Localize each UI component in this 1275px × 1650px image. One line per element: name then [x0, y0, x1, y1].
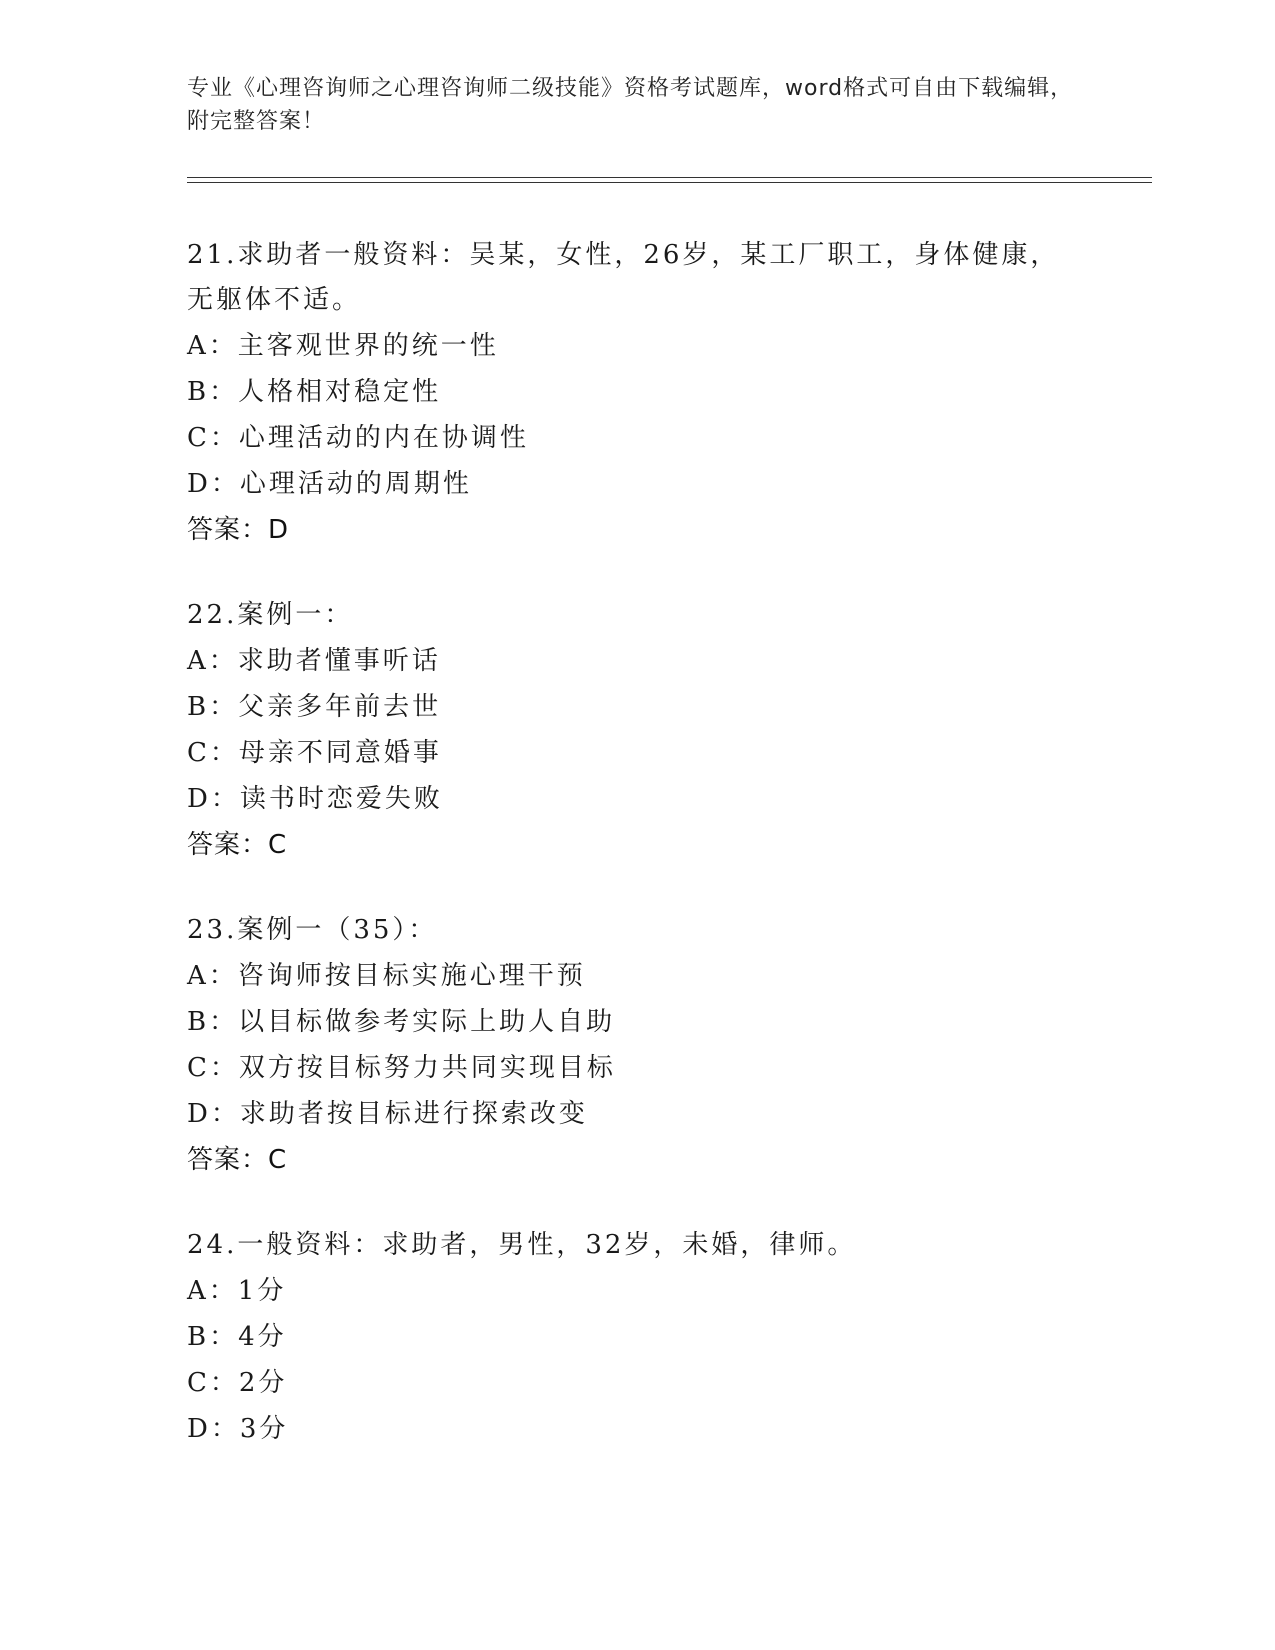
- header-divider-bottom: [187, 182, 1152, 183]
- option-c: C：母亲不同意婚事: [187, 738, 442, 768]
- header-divider-top: [187, 177, 1152, 178]
- question-stem: 23.案例一（35）：: [187, 915, 438, 945]
- question-stem: 24.一般资料：求助者，男性，32岁，未婚，律师。: [187, 1230, 857, 1260]
- answer: 答案：C: [187, 1145, 288, 1175]
- question-22: [187, 593, 1087, 868]
- option-c: C：双方按目标努力共同实现目标: [187, 1053, 616, 1083]
- answer: 答案：C: [187, 830, 288, 860]
- option-d: D：3分: [187, 1414, 289, 1444]
- option-a: A：主客观世界的统一性: [187, 331, 499, 361]
- option-d: D：心理活动的周期性: [187, 469, 472, 499]
- header-note: 专业《心理咨询师之心理咨询师二级技能》资格考试题库，word格式可自由下载编辑，附完整答案！: [187, 76, 1074, 134]
- option-c: C：心理活动的内在协调性: [187, 423, 529, 453]
- option-b: B：4分: [187, 1322, 287, 1352]
- option-b: B：以目标做参考实际上助人自助: [187, 1007, 616, 1037]
- option-d: D：读书时恋爱失败: [187, 784, 443, 814]
- option-a: A：求助者懂事听话: [187, 646, 441, 676]
- option-d: D：求助者按目标进行探索改变: [187, 1099, 588, 1129]
- option-c: C：2分: [187, 1368, 288, 1398]
- question-list: [187, 233, 1087, 1492]
- option-b: B：父亲多年前去世: [187, 692, 442, 722]
- answer: 答案：D: [187, 515, 290, 545]
- option-a: A：1分: [187, 1276, 287, 1306]
- option-a: A：咨询师按目标实施心理干预: [187, 961, 586, 991]
- option-b: B：人格相对稳定性: [187, 377, 442, 407]
- question-stem: 22.案例一：: [187, 600, 354, 630]
- question-23: [187, 908, 1087, 1183]
- question-stem: 21.求助者一般资料：吴某，女性，26岁，某工厂职工，身体健康，无躯体不适。: [187, 240, 1060, 315]
- question-21: [187, 233, 1087, 553]
- question-24: [187, 1223, 1087, 1452]
